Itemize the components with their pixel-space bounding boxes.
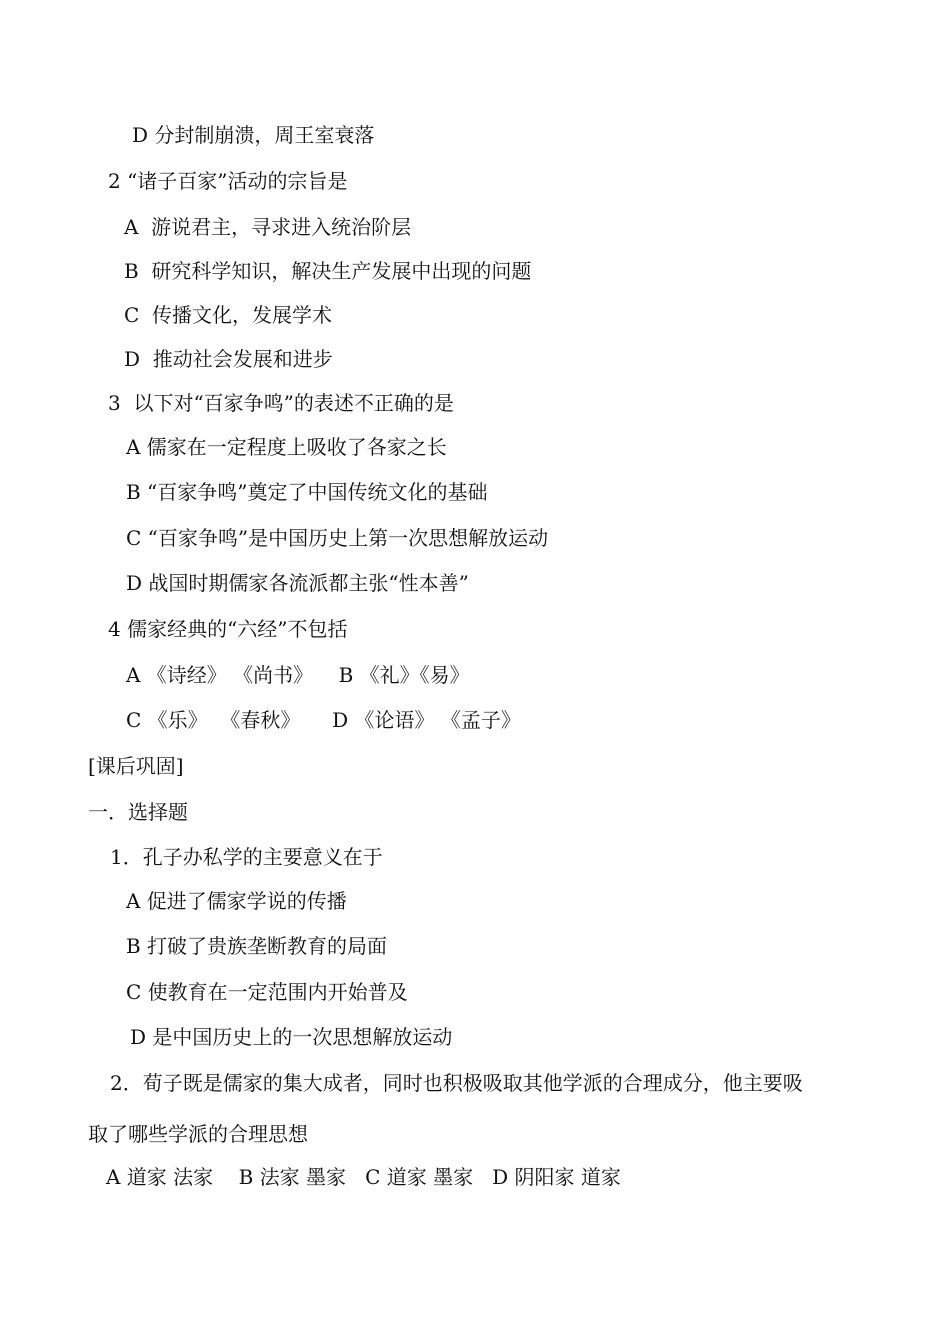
option-b-q2: B 研究科学知识，解决生产发展中出现的问题 (124, 259, 532, 283)
question-4: 4 儒家经典的“六经”不包括 (108, 617, 348, 641)
exercise-options-2: A 道家 法家 B 法家 墨家 C 道家 墨家 D 阴阳家 道家 (106, 1165, 621, 1189)
question-2: 2 “诸子百家”活动的宗旨是 (108, 169, 348, 193)
option-d-q1: D 分封制崩溃，周王室衰落 (132, 123, 375, 147)
exercise-option-b-1: B 打破了贵族垄断教育的局面 (126, 934, 388, 958)
options-cd-q4: C 《乐》 《春秋》 D 《论语》 《孟子》 (126, 708, 521, 732)
option-d-q2: D 推动社会发展和进步 (124, 347, 333, 371)
exercise-question-1: 1．孔子办私学的主要意义在于 (110, 845, 383, 869)
exercise-option-d-1: D 是中国历史上的一次思想解放运动 (130, 1025, 453, 1049)
option-c-q3: C “百家争鸣”是中国历史上第一次思想解放运动 (126, 526, 549, 550)
option-a-q3: A 儒家在一定程度上吸收了各家之长 (126, 435, 447, 459)
exercise-option-c-1: C 使教育在一定范围内开始普及 (126, 980, 408, 1004)
exercise-question-2: 2．荀子既是儒家的集大成者，同时也积极吸取其他学派的合理成分，他主要吸 (110, 1071, 803, 1095)
subsection-heading: 一．选择题 (88, 800, 188, 824)
option-a-q2: A 游说君主，寻求进入统治阶层 (124, 215, 412, 239)
exercise-option-a-1: A 促进了儒家学说的传播 (126, 889, 347, 913)
option-b-q3: B “百家争鸣”奠定了中国传统文化的基础 (126, 480, 488, 504)
question-3: 3 以下对“百家争鸣”的表述不正确的是 (108, 391, 454, 415)
exercise-question-2-cont: 取了哪些学派的合理思想 (88, 1122, 308, 1146)
option-d-q3: D 战国时期儒家各流派都主张“性本善” (126, 571, 469, 595)
section-heading: [课后巩固] (88, 754, 184, 778)
option-c-q2: C 传播文化，发展学术 (124, 303, 333, 327)
options-ab-q4: A 《诗经》 《尚书》 B 《礼》《易》 (126, 663, 470, 687)
